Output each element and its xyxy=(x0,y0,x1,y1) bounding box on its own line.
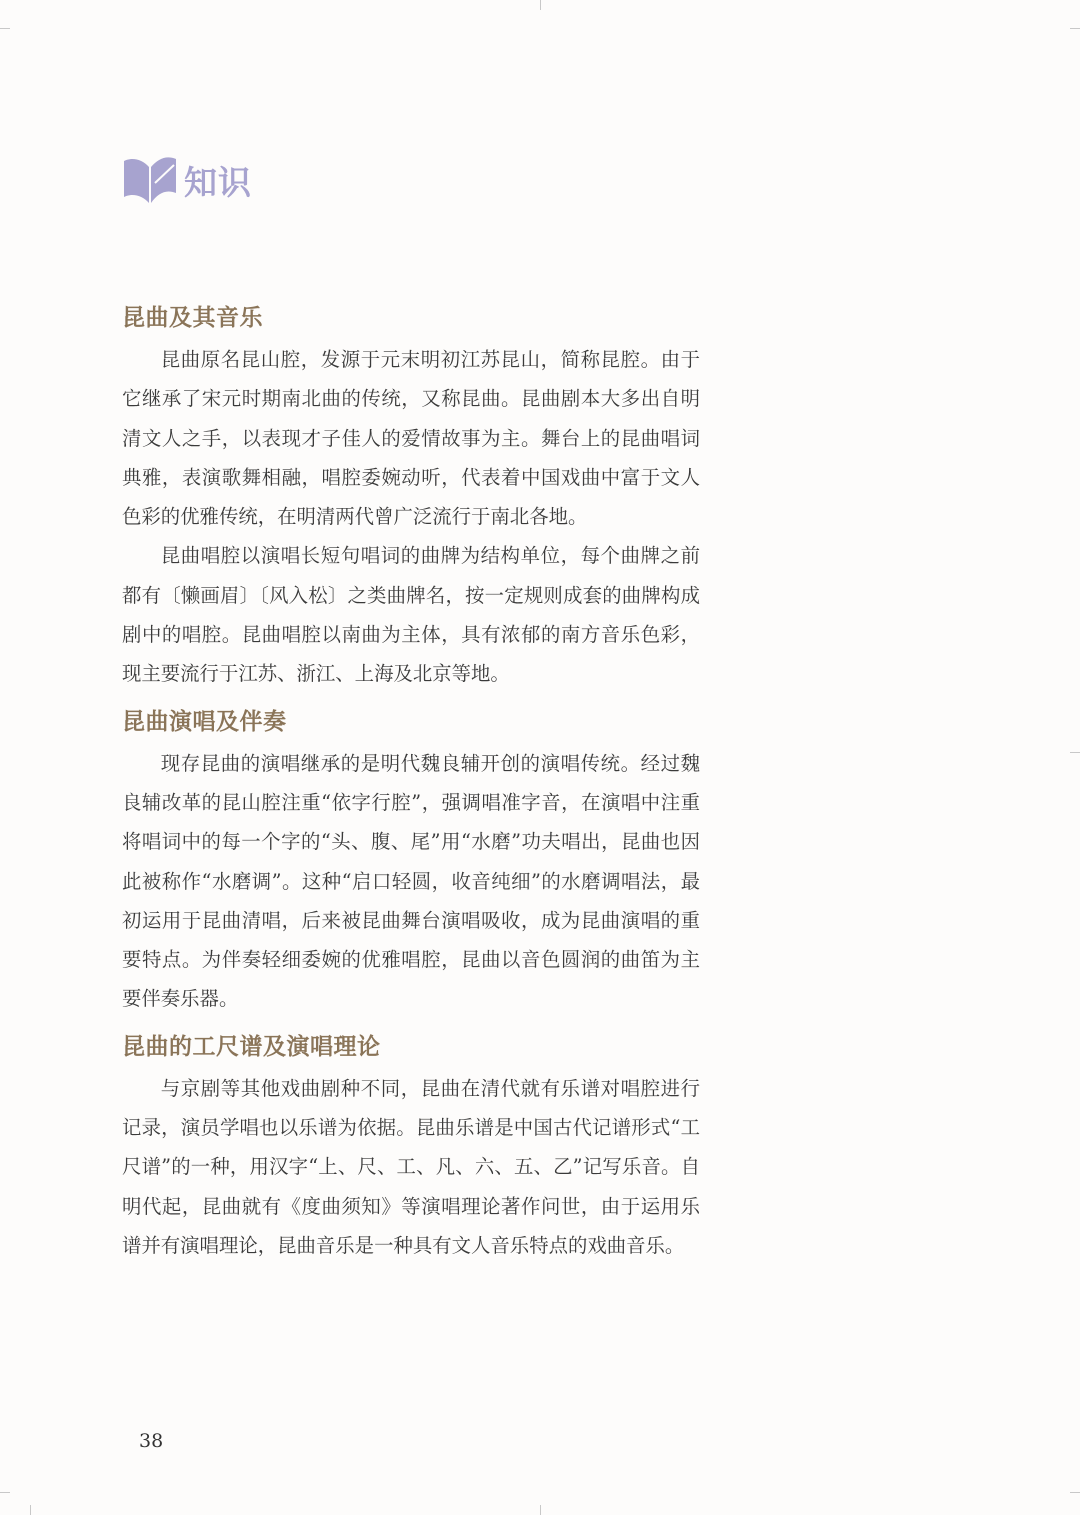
section-kunqu-singing xyxy=(122,700,700,1019)
page-number: 38 xyxy=(139,1430,164,1452)
section-kunqu-music xyxy=(122,296,700,694)
badge-title: 知识 xyxy=(184,162,252,202)
crop-mark-bottom-center xyxy=(540,1505,541,1515)
paragraph: 昆曲唱腔以演唱长短句唱词的曲牌为结构单位，每个曲牌之前都有〔懒画眉〕〔风入松〕之类曲牌名，按一定规则成套的曲牌构成剧中的唱腔。昆曲唱腔以南曲为主体，具有浓郁的南方音乐色彩，现主要流行于江苏、浙江、上海及北京等地。 xyxy=(122,544,700,686)
paragraph: 与京剧等其他戏曲剧种不同，昆曲在清代就有乐谱对唱腔进行记录，演员学唱也以乐谱为依据。昆曲乐谱是中国古代记谱形式“工尺谱”的一种，用汉字“上、尺、工、凡、六、五、乙”记写乐音。自明代起，昆曲就有《度曲须知》等演唱理论著作问世，由于运用乐谱并有演唱理论，昆曲音乐是一种具有文人音乐特点的戏曲音乐。 xyxy=(122,1076,700,1257)
crop-mark-right-middle xyxy=(1070,752,1080,753)
section-gongche-notation xyxy=(122,1025,700,1265)
section-badge xyxy=(122,152,252,208)
section-heading: 昆曲及其音乐 xyxy=(122,304,263,331)
paragraph: 昆曲原名昆山腔，发源于元末明初江苏昆山，简称昆腔。由于它继承了宋元时期南北曲的传统，又称昆曲。昆曲剧本大多出自明清文人之手，以表现才子佳人的爱情故事为主。舞台上的昆曲唱词典雅，表演歌舞相融，唱腔委婉动听，代表着中国戏曲中富于文人色彩的优雅传统，在明清两代曾广泛流行于南北各地。 xyxy=(122,348,700,529)
crop-mark-top-left xyxy=(0,28,10,29)
crop-mark-top-right xyxy=(1070,28,1080,29)
section-heading: 昆曲的工尺谱及演唱理论 xyxy=(122,1032,381,1060)
open-book-icon xyxy=(122,153,178,207)
crop-mark-bottom-left xyxy=(0,1492,10,1493)
crop-mark-bottom-right xyxy=(1070,1492,1080,1493)
paragraph: 现存昆曲的演唱继承的是明代魏良辅开创的演唱传统。经过魏良辅改革的昆山腔注重“依字行腔”，强调唱准字音，在演唱中注重将唱词中的每一个字的“头、腹、尾”用“水磨”功夫唱出，昆曲也因此被称作“水磨调”。这种“启口轻圆，收音纯细”的水磨调唱法，最初运用于昆曲清唱，后来被昆曲舞台演唱吸收，成为昆曲演唱的重要特点。为伴奏轻细委婉的优雅唱腔，昆曲以音色圆润的曲笛为主要伴奏乐器。 xyxy=(122,751,700,1011)
article-body xyxy=(122,296,700,1265)
crop-mark-bottom-left-v xyxy=(30,1505,31,1515)
crop-mark-top-center xyxy=(540,0,541,10)
section-heading: 昆曲演唱及伴奏 xyxy=(122,707,287,735)
